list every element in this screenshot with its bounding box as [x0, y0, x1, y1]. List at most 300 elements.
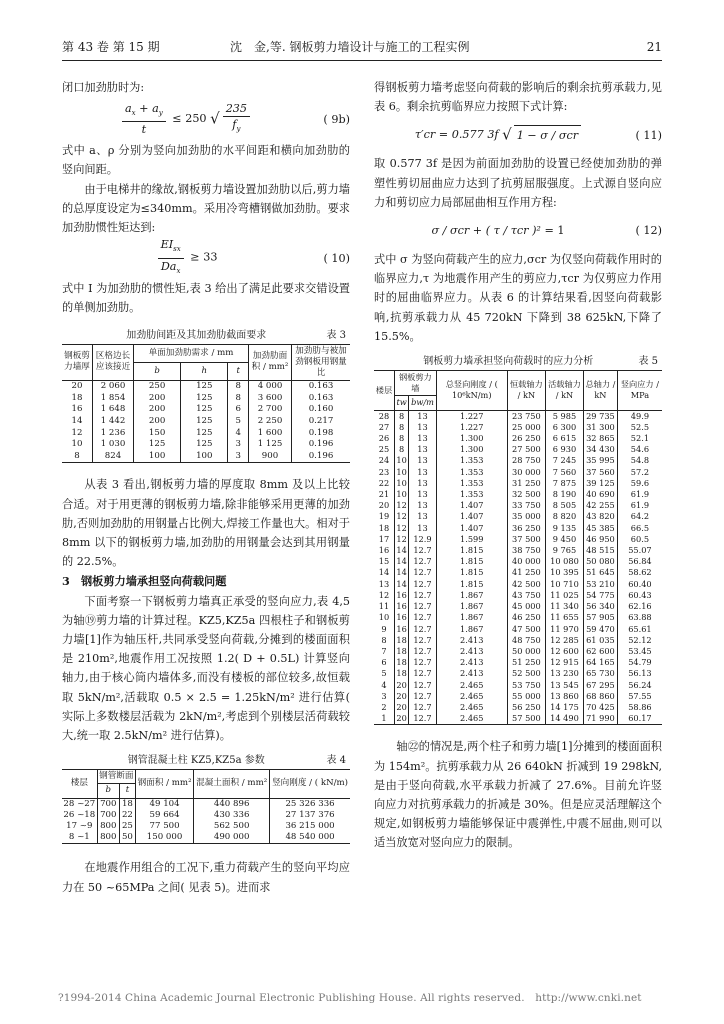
table-cell: 2.465	[436, 713, 507, 725]
table-cell: 61 035	[584, 635, 618, 646]
table-cell: 13 230	[545, 668, 583, 679]
paragraph: 式中 I 为加劲肋的惯性矩,表 3 给出了满足此要求交错设置的单侧加劲肋。	[62, 282, 350, 315]
table-cell: 8	[395, 410, 409, 422]
table-cell: 8	[395, 444, 409, 455]
table-cell: 12.7	[409, 556, 436, 567]
table-cell: 1.353	[436, 489, 507, 500]
table-cell: 36 250	[507, 523, 545, 534]
table-cell: 12.7	[409, 567, 436, 578]
table-cell: 11 025	[545, 590, 583, 601]
table-cell: 30 000	[507, 467, 545, 478]
table-cell: 1.867	[436, 601, 507, 612]
table-cell: 12	[374, 590, 395, 601]
table-cell: 10	[396, 489, 407, 500]
table-cell: 16	[396, 623, 407, 634]
table-cell: 29 735	[584, 410, 618, 422]
col-header: 区格边长应该接近	[93, 344, 134, 381]
table-cell: 2.465	[436, 691, 507, 702]
table-row: 12 1 236 150 125 4 1 600 0.198	[62, 428, 350, 440]
table-cell: 47 500	[507, 624, 545, 635]
table-cell: 12.7	[409, 691, 436, 702]
table-cell: 35 995	[584, 455, 618, 466]
table-cell: 20	[396, 679, 407, 690]
table-cell: 58.62	[628, 567, 652, 578]
table-row: 8 824 100 100 3 900 0.196	[62, 451, 350, 463]
col-header: tw	[395, 396, 409, 410]
table-row: 28 ~27 700 18 49 104 440 896 25 326 336	[63, 798, 335, 809]
table-4	[62, 769, 350, 844]
table-cell: 12.7	[409, 713, 436, 725]
table-cell: 13	[409, 511, 436, 522]
table-cell: 13	[374, 579, 395, 590]
table-cell: 56.13	[628, 668, 652, 679]
table-cell: 60.40	[628, 578, 652, 589]
col-header: 楼层	[62, 770, 97, 798]
table-cell: 1.407	[436, 500, 507, 511]
table-cell: 61.9	[630, 489, 650, 500]
table-cell: 9 135	[545, 523, 583, 534]
table-cell: 13	[409, 444, 436, 455]
table-cell: 60.5	[630, 533, 650, 544]
table-cell: 10	[396, 466, 407, 477]
table-cell: 12.7	[409, 612, 436, 623]
table-cell: 13	[409, 523, 436, 534]
table-cell: 1.867	[436, 590, 507, 601]
table-cell: 63.88	[628, 612, 652, 623]
table-cell: 23	[374, 467, 395, 478]
table-cell: 13	[409, 455, 436, 466]
table-row: 10 1 030 125 125 3 1 125 0.196	[62, 439, 350, 451]
table-cell: 12	[396, 500, 407, 511]
table-row	[374, 601, 662, 612]
table-cell: 26	[374, 433, 395, 444]
table-row	[374, 534, 662, 545]
table-cell: 24	[374, 455, 395, 466]
table-cell: 12.7	[409, 657, 436, 668]
table3-caption: 加劲肋间距及其加劲肋截面要求 表 3	[126, 329, 346, 341]
table-cell: 2.413	[436, 668, 507, 679]
table-cell: 35 000	[507, 511, 545, 522]
table-cell: 9 450	[545, 534, 583, 545]
table-cell: 1	[374, 713, 395, 725]
table-cell: 11 340	[545, 601, 583, 612]
table-cell: 3	[374, 691, 395, 702]
table-cell: 12	[396, 522, 407, 533]
equation-number: ( 9b)	[323, 112, 350, 126]
table-cell: 56 340	[584, 601, 618, 612]
table-cell: 13	[409, 500, 436, 511]
table-cell: 6	[374, 657, 395, 668]
table-row: 8 ~1 800 50 150 000 490 000 48 540 000	[62, 832, 350, 844]
table-cell: 57.2	[630, 466, 650, 477]
table-cell: 1.300	[436, 444, 507, 455]
table-cell: 49.9	[630, 410, 650, 421]
table-cell: 14	[396, 578, 407, 589]
table-cell: 1.227	[436, 410, 507, 422]
table-cell: 12.7	[409, 668, 436, 679]
table-cell: 10 395	[545, 567, 583, 578]
table-cell: 1.867	[436, 624, 507, 635]
table-cell: 10	[396, 455, 407, 466]
table-cell: 14	[396, 545, 407, 556]
table-cell: 52.5	[630, 421, 650, 432]
table-cell: 33 750	[507, 500, 545, 511]
paragraph: 在地震作用组合的工况下,重力荷载产生的竖向平均应力在 50 ~65MPa 之间( 见表 5)。进而求	[62, 861, 350, 894]
table-cell: 1.353	[436, 478, 507, 489]
table-cell: 13 545	[545, 680, 583, 691]
equation-number: ( 12)	[635, 224, 662, 238]
table-cell: 1.407	[436, 523, 507, 534]
col-header: 加劲肋面积 / mm²	[249, 344, 292, 381]
table-cell: 1.227	[436, 422, 507, 433]
table-cell: 42 500	[507, 579, 545, 590]
table-cell: 13	[409, 433, 436, 444]
running-header	[62, 38, 662, 56]
table-cell: 12.7	[409, 702, 436, 713]
table-row: 14 1 442 200 125 5 2 250 0.217	[62, 416, 350, 428]
table-cell: 56.24	[628, 679, 652, 690]
table-cell: 16	[374, 545, 395, 556]
paragraph: 得钢板剪力墙考虑竖向荷载的影响后的剩余抗剪承载力,见表 6。剩余抗剪临界应力按照下式计算:	[374, 81, 662, 114]
table-cell: 55 000	[507, 691, 545, 702]
table-cell: 65 730	[584, 668, 618, 679]
table-cell: 52 500	[507, 668, 545, 679]
table-cell: 12.7	[409, 646, 436, 657]
table-cell: 50 080	[584, 556, 618, 567]
table-cell: 57 905	[584, 612, 618, 623]
table-row	[374, 702, 662, 713]
table-cell: 2.465	[436, 702, 507, 713]
table-cell: 12.7	[409, 545, 436, 556]
col-header: 恒载轴力 / kN	[507, 371, 545, 411]
table-row	[374, 579, 662, 590]
table-cell: 1.300	[436, 433, 507, 444]
table-cell: 67 295	[584, 680, 618, 691]
table-cell: 11	[374, 601, 395, 612]
table-cell: 28 750	[507, 455, 545, 466]
table-row	[374, 624, 662, 635]
table-cell: 54.6	[630, 444, 650, 455]
table-row	[374, 680, 662, 691]
paragraph: 闭口加劲肋时为:	[62, 81, 145, 94]
col-header: b	[134, 362, 181, 380]
table-cell: 5	[374, 668, 395, 679]
table-cell: 17	[374, 534, 395, 545]
table-row: 16 1 648 200 125 6 2 700 0.160	[62, 404, 350, 416]
table5-caption: 钢板剪力墙承担竖向荷载时的应力分析 表 5	[423, 356, 658, 368]
table-cell: 39 125	[584, 478, 618, 489]
table-cell: 68 860	[584, 691, 618, 702]
table-cell: 13	[409, 478, 436, 489]
left-column	[62, 78, 350, 897]
table-cell: 21	[374, 489, 395, 500]
table-cell: 1.353	[436, 467, 507, 478]
paragraph: 轴㉒的情况是,两个柱子和剪力墙[1]分摊到的楼面面积为 154m²。抗剪承载力从 26 640kN 折减到 19 298kN,是由于竖向荷载,水平承载力折减了 27.6%。目前允许竖向应力对抗剪承载力的折减是 30%。但是应灵活理解这个规定,如钢板剪力墙能够保证中震弹性,中震不屈曲,则可以适当放宽对竖向应力的限制。	[374, 740, 663, 850]
table-cell: 12.7	[409, 590, 436, 601]
table-cell: 13	[409, 489, 436, 500]
table-cell: 12.7	[409, 635, 436, 646]
table-cell: 20	[374, 500, 395, 511]
table-cell: 15	[374, 556, 395, 567]
table-cell: 59 470	[584, 624, 618, 635]
table-cell: 14	[396, 556, 407, 567]
table-cell: 14	[374, 567, 395, 578]
table-cell: 1.815	[436, 567, 507, 578]
table-cell: 66.5	[630, 522, 650, 533]
table-row	[374, 478, 662, 489]
paragraph: 式中 a、ρ 分别为竖向加劲肋的水平间距和横向加劲肋的竖向间距。	[62, 144, 350, 177]
table-cell: 12 915	[545, 657, 583, 668]
table-cell: 71 990	[584, 713, 618, 725]
table-cell: 13 860	[545, 691, 583, 702]
table-cell: 48 750	[507, 635, 545, 646]
table-cell: 23 750	[507, 410, 545, 422]
table-cell: 18	[396, 668, 407, 679]
table-cell: 1.867	[436, 612, 507, 623]
table-3	[62, 344, 350, 464]
table-cell: 1.599	[436, 534, 507, 545]
table-cell: 7 560	[545, 467, 583, 478]
journal-issue: 第 43 卷 第 15 期	[62, 40, 160, 54]
table-row	[374, 422, 662, 433]
table-cell: 12.7	[409, 579, 436, 590]
table-cell: 26 250	[507, 433, 545, 444]
table-cell: 9	[374, 624, 395, 635]
table-row	[374, 410, 662, 422]
table-cell: 34 430	[584, 444, 618, 455]
table-cell: 12.7	[409, 601, 436, 612]
table-cell: 60.43	[628, 589, 652, 600]
table-cell: 7	[374, 646, 395, 657]
table-cell: 10 080	[545, 556, 583, 567]
col-header: 竖向刚度 / ( kN/m)	[270, 770, 350, 798]
table-cell: 32 865	[584, 433, 618, 444]
table-cell: 32 500	[507, 489, 545, 500]
table-cell: 25 000	[507, 422, 545, 433]
table-row	[374, 691, 662, 702]
table-cell: 8 190	[545, 489, 583, 500]
equation-number: ( 11)	[635, 128, 662, 142]
paragraph: 下面考察一下钢板剪力墙真正承受的竖向应力,表 4,5 为轴⑲剪力墙的计算过程。KZ5,KZ5a 四根柱子和钢板剪力墙[1]作为轴压杆,共同承受竖向荷载,分摊到的楼面面积是 210m²,地震作用工况按照 1.2( D + 0.5L) 计算竖向轴力,由于核心筒内墙体多,而没有楼板的部位较多,故恒载取 5kN/m²,活载取 0.5 × 2.5 = 1.25kN/m² 进行估算( 实际上多数楼层活载为 2kN/m²,考虑到个别楼层活荷载较大,统一取 2.5kN/m² 进行估算)。	[62, 594, 350, 743]
table-cell: 48 515	[584, 545, 618, 556]
table-cell: 12.7	[409, 680, 436, 691]
col-header: bw/m	[409, 396, 436, 410]
table-cell: 19	[374, 511, 395, 522]
table-cell: 10	[396, 477, 407, 488]
table-cell: 18	[374, 523, 395, 534]
table-cell: 6 615	[545, 433, 583, 444]
equation-10: $\frac{EI_{sx}}{Da_x}$ ≥ 33 ( 10)	[62, 237, 350, 279]
table-cell: 12.7	[409, 624, 436, 635]
running-title: 沈 金,等. 钢板剪力墙设计与施工的工程实例	[230, 40, 470, 54]
table-cell: 8	[374, 635, 395, 646]
table-cell: 53.45	[628, 645, 652, 656]
table-cell: 25	[374, 444, 395, 455]
table-cell: 59.6	[630, 477, 650, 488]
table-cell: 18	[396, 645, 407, 656]
table-cell: 51 645	[584, 567, 618, 578]
col-header: 加劲肋与被加劲钢板用钢量比	[292, 344, 351, 381]
table-cell: 54.79	[628, 657, 652, 668]
table-cell: 11 655	[545, 612, 583, 623]
col-header: 竖向应力 / MPa	[617, 371, 662, 411]
table-row	[374, 657, 662, 668]
paragraph: 取 0.577 3f 是因为前面加劲肋的设置已经使加劲肋的弹塑性剪切屈曲应力达到了抗剪屈服强度。上式源自竖向应力和剪切应力局部屈曲相互作用方程:	[374, 157, 662, 209]
paragraph: 式中 σ 为竖向荷载产生的应力,σcr 为仅竖向荷载作用时的临界应力,τ 为地震作用产生的剪应力,τcr 为仅剪应力作用时的屈曲临界应力。从表 6 的计算结果看,因竖向荷载影响,抗剪承载力从 45 720kN 下降到 38 625kN,下降了 15.5%。	[374, 253, 662, 343]
table-cell: 46 250	[507, 612, 545, 623]
table-row: 18 1 854 200 125 8 3 600 0.163	[62, 393, 350, 405]
table-cell: 20	[396, 701, 407, 712]
table-cell: 8 820	[545, 511, 583, 522]
table-cell: 43 750	[507, 590, 545, 601]
col-header: 钢板剪力墙厚	[62, 344, 93, 381]
table-row	[374, 635, 662, 646]
table-cell: 1.815	[436, 579, 507, 590]
table-cell: 10	[374, 612, 395, 623]
col-header: 单面加劲肋需求 / mm	[134, 344, 249, 362]
table-cell: 14 175	[545, 702, 583, 713]
table-cell: 54 775	[584, 590, 618, 601]
table-row: 26 ~18 700 22 59 664 430 336 27 137 376	[63, 809, 335, 820]
table-cell: 11 970	[545, 624, 583, 635]
table-cell: 50 000	[507, 646, 545, 657]
col-header: 混凝土面积 / mm²	[194, 770, 270, 798]
table-cell: 2.413	[436, 635, 507, 646]
table-row	[374, 545, 662, 556]
table-cell: 60.17	[628, 713, 652, 724]
table-cell: 2.413	[436, 657, 507, 668]
col-header: h	[181, 362, 228, 380]
table-cell: 37 500	[507, 534, 545, 545]
table-cell: 53 750	[507, 680, 545, 691]
table-cell: 2.465	[436, 680, 507, 691]
table-row	[374, 455, 662, 466]
table-cell: 46 950	[584, 534, 618, 545]
header-rule	[62, 60, 662, 61]
table-cell: 27	[374, 422, 395, 433]
table-cell: 52.1	[630, 433, 650, 444]
table-cell: 1.815	[436, 545, 507, 556]
table-cell: 45 385	[584, 523, 618, 534]
col-header: 钢管断面	[97, 770, 135, 784]
table-cell: 56 250	[507, 702, 545, 713]
table-cell: 2	[374, 702, 395, 713]
table-cell: 8	[395, 422, 409, 433]
col-header: 总轴力 / kN	[584, 371, 618, 411]
page-number: 21	[646, 40, 662, 54]
table-cell: 40 000	[507, 556, 545, 567]
table-cell: 64 165	[584, 657, 618, 668]
table-row	[374, 590, 662, 601]
table-cell: 58.86	[628, 701, 652, 712]
table-cell: 20	[396, 713, 407, 724]
table-cell: 10 710	[545, 579, 583, 590]
table-row	[374, 511, 662, 522]
equation-11: τ′cr = 0.577 3f √ 1 − σ / σcr ( 11)	[414, 125, 662, 144]
table-row: 20 2 060 250 125 8 4 000 0.163	[62, 381, 350, 393]
table-cell: 22	[374, 478, 395, 489]
table-cell: 14 490	[545, 713, 583, 725]
table-cell: 37 560	[584, 467, 618, 478]
table-cell: 55.07	[628, 545, 652, 556]
equation-9b: $\frac{a_x + a_y}{t}$ ≤ 250 √ $\frac{235}{f_y}$ ( 9b)	[62, 97, 350, 141]
table-cell: 53 210	[584, 579, 618, 590]
table-cell: 70 425	[584, 702, 618, 713]
table-cell: 8	[395, 433, 409, 444]
table-cell: 1.353	[436, 455, 507, 466]
table-cell: 12 285	[545, 635, 583, 646]
table-row	[374, 433, 662, 444]
table-cell: 8 505	[545, 500, 583, 511]
table-row	[374, 668, 662, 679]
table-cell: 56.84	[628, 556, 652, 567]
table-cell: 14	[396, 567, 407, 578]
table-cell: 16	[396, 589, 407, 600]
table-cell: 27 500	[507, 444, 545, 455]
table-cell: 16	[396, 612, 407, 623]
table-cell: 13	[409, 467, 436, 478]
col-header: 楼层	[374, 371, 395, 411]
table-row	[374, 500, 662, 511]
table-row	[374, 567, 662, 578]
table-cell: 7 875	[545, 478, 583, 489]
table-cell: 57.55	[628, 690, 652, 701]
table-cell: 31 300	[584, 422, 618, 433]
col-header: t	[119, 784, 135, 798]
table-cell: 41 250	[507, 567, 545, 578]
table-cell: 1.815	[436, 556, 507, 567]
right-column	[374, 78, 662, 853]
table-cell: 5 985	[545, 410, 583, 422]
col-header: 钢板剪力墙	[395, 371, 437, 396]
table-cell: 16	[396, 601, 407, 612]
table4-caption: 钢管混凝土柱 KZ5,KZ5a 参数 表 4	[127, 755, 346, 767]
paragraph: 由于电梯井的缘故,钢板剪力墙设置加劲肋以后,剪力墙的总厚度设定为≤340mm。采用冷弯槽钢做加劲肋。要求加劲肋惯性矩达到:	[62, 182, 350, 235]
table-cell: 52.12	[628, 634, 652, 645]
table-cell: 51 250	[507, 657, 545, 668]
table-cell: 54.8	[630, 455, 650, 466]
table-cell: 6 300	[545, 422, 583, 433]
table-cell: 12 600	[545, 646, 583, 657]
table-cell: 45 000	[507, 601, 545, 612]
table-cell: 6 930	[545, 444, 583, 455]
table-cell: 65.61	[628, 623, 652, 634]
table-row	[374, 489, 662, 500]
table-cell: 12	[396, 533, 407, 544]
table-cell: 31 250	[507, 478, 545, 489]
table-cell: 13	[409, 422, 436, 433]
equation-12: σ / σcr + ( τ / τcr )² = 1 ( 12)	[374, 212, 662, 250]
table-cell: 4	[374, 680, 395, 691]
table-cell: 9 765	[545, 545, 583, 556]
table-5	[374, 370, 662, 725]
table-cell: 28	[374, 410, 395, 422]
table-cell: 13	[409, 410, 436, 422]
table-cell: 57 500	[507, 713, 545, 725]
table-row	[374, 467, 662, 478]
table-row	[374, 612, 662, 623]
col-header: 活载轴力 / kN	[545, 371, 583, 411]
table-cell: 2.413	[436, 646, 507, 657]
table-row: 17 ~9 800 25 77 500 562 500 36 215 000	[62, 821, 350, 832]
table-cell: 42 255	[584, 500, 618, 511]
table-cell: 64.2	[630, 511, 650, 522]
table-cell: 1.407	[436, 511, 507, 522]
paragraph: 从表 3 看出,钢板剪力墙的厚度取 8mm 及以上比较合适。对于用更薄的钢板剪力墙,除非能够采用更薄的加劲肋,否则加劲肋的用钢量占比例大,焊接工作量也大。相对于 8mm 以下的钢板剪力墙,加劲肋的用钢量会达到其用钢量的 22.5%。	[62, 478, 350, 569]
col-header: t	[228, 362, 249, 380]
table-cell: 38 750	[507, 545, 545, 556]
table-cell: 7 245	[545, 455, 583, 466]
